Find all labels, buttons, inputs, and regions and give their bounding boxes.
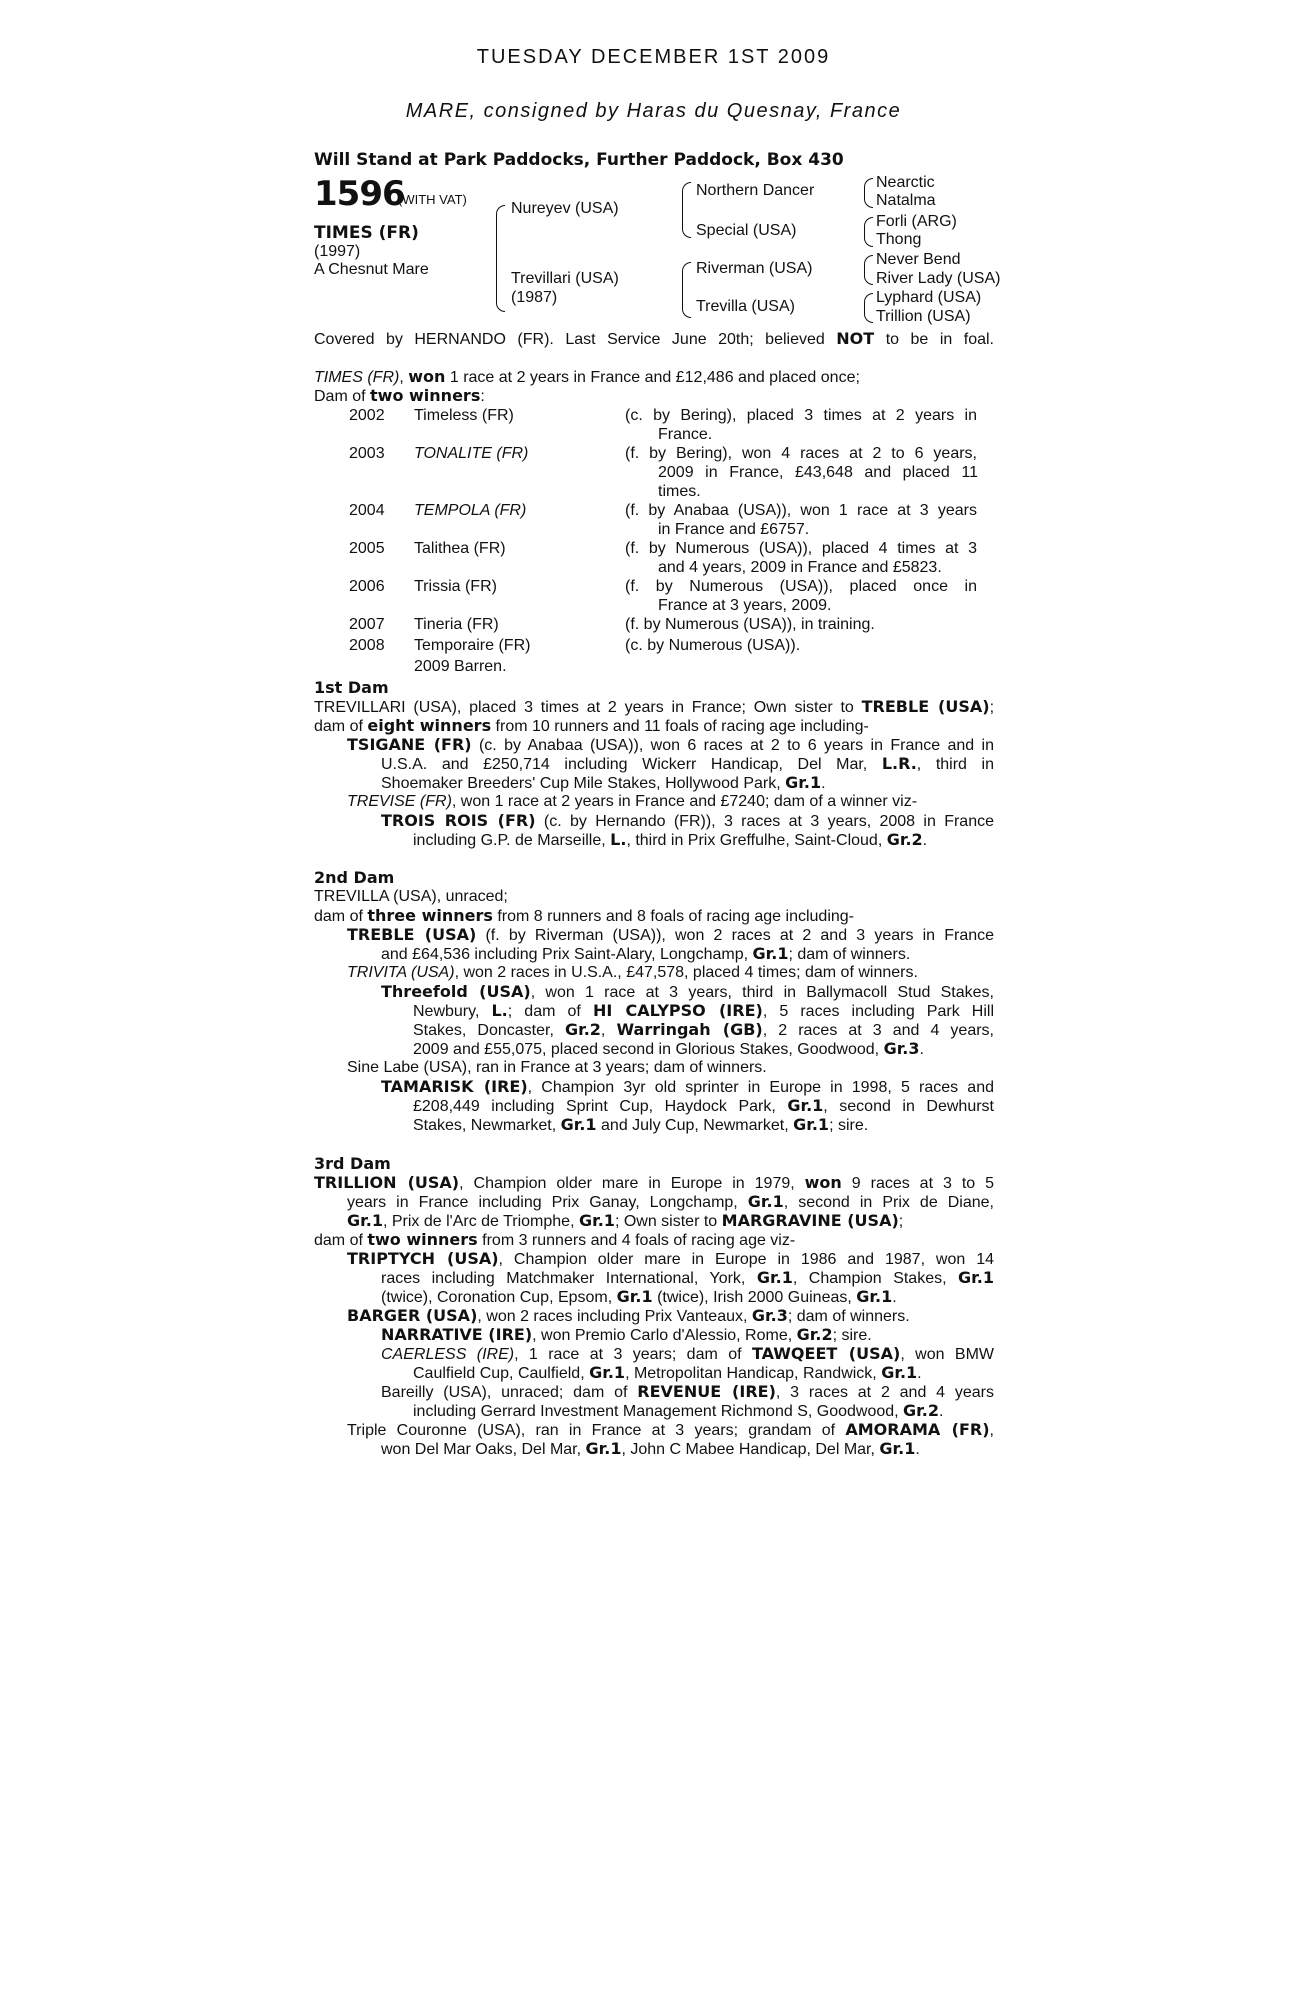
threefold-line-4: 2009 and £55,075, placed second in Glorious Stakes, Goodwood, Gr.3.	[413, 1039, 924, 1058]
trois-rois-line-2: including G.P. de Marseille, L., third in Prix Greffulhe, Saint-Cloud, Gr.2.	[413, 830, 928, 849]
produce-row-2009: 2009 Barren.	[414, 658, 507, 675]
trillion-line-3: Gr.1, Prix de l'Arc de Triomphe, Gr.1; Own sister to MARGRAVINE (USA);	[347, 1211, 904, 1230]
pedigree-brace-3d	[864, 293, 873, 323]
sire: Nureyev (USA)	[511, 200, 619, 217]
first-dam-line-2: dam of eight winners from 10 runners and 11 foals of racing age including-	[314, 716, 869, 735]
sd-dam: Thong	[876, 231, 922, 248]
pedigree-brace-2b	[682, 262, 691, 318]
ds-dam: River Lady (USA)	[876, 270, 1001, 287]
trillion-line-1: TRILLION (USA), Champion older mare in Europe in 1979, won 9 races at 3 to 5	[314, 1173, 994, 1192]
trois-rois-line-1: TROIS ROIS (FR) (c. by Hernando (FR)), 3 races at 3 years, 2008 in France	[381, 811, 995, 830]
tsigane-line-1: TSIGANE (FR) (c. by Anabaa (USA)), won 6 races at 2 to 6 years in France and in	[347, 735, 995, 754]
dd-sire: Lyphard (USA)	[876, 289, 982, 306]
horse-year: (1997)	[314, 243, 361, 260]
threefold-line-2: Newbury, L.; dam of HI CALYPSO (IRE), 5 races including Park Hill	[413, 1001, 995, 1020]
ss-dam: Natalma	[876, 192, 936, 209]
pedigree-brace-2a	[682, 182, 691, 238]
third-dam-of-line: dam of two winners from 3 runners and 4 foals of racing age viz-	[314, 1230, 796, 1249]
sire-sire: Northern Dancer	[696, 182, 815, 199]
pedigree-brace-3c	[864, 255, 873, 285]
threefold-line-3: Stakes, Doncaster, Gr.2, Warringah (GB), 2 races at 3 and 4 years,	[413, 1020, 994, 1039]
bareilly-line-1: Bareilly (USA), unraced; dam of REVENUE (IRE), 3 races at 2 and 4 years	[381, 1382, 994, 1401]
second-dam-heading: 2nd Dam	[314, 868, 395, 887]
triple-couronne-line-2: won Del Mar Oaks, Del Mar, Gr.1, John C Mabee Handicap, Del Mar, Gr.1.	[381, 1439, 920, 1458]
first-dam-heading: 1st Dam	[314, 678, 389, 697]
bareilly-line-2: including Gerrard Investment Management Richmond S, Goodwood, Gr.2.	[413, 1401, 944, 1420]
lot-number: 1596	[314, 174, 405, 214]
barger-line: BARGER (USA), won 2 races including Prix Vanteaux, Gr.3; dam of winners.	[347, 1306, 910, 1325]
dam-of-line: Dam of two winners:	[314, 386, 485, 405]
produce-row-2004: 2004 TEMPOLA (FR) (f. by Anabaa (USA)), won 1 race at 3 years in France and £6757.	[349, 502, 977, 538]
covered-line: Covered by HERNANDO (FR). Last Service June 20th; believed NOT to be in foal.	[314, 329, 994, 348]
triptych-line-1: TRIPTYCH (USA), Champion older mare in Europe in 1986 and 1987, won 14	[347, 1249, 994, 1268]
second-dam-line-1: TREVILLA (USA), unraced;	[314, 888, 508, 905]
produce-row-2005: 2005 Talithea (FR) (f. by Numerous (USA)), placed 4 times at 3 and 4 years, 2009 in France and £5823.	[349, 540, 977, 576]
caerless-line-2: Caulfield Cup, Caulfield, Gr.1, Metropolitan Handicap, Randwick, Gr.1.	[413, 1363, 922, 1382]
pedigree-brace-1	[496, 205, 505, 312]
horse-description: A Chesnut Mare	[314, 261, 429, 278]
tamarisk-line-3: Stakes, Newmarket, Gr.1 and July Cup, Newmarket, Gr.1; sire.	[413, 1115, 869, 1134]
caerless-line-1: CAERLESS (IRE), 1 race at 3 years; dam of TAWQEET (USA), won BMW	[381, 1344, 995, 1363]
triple-couronne-line-1: Triple Couronne (USA), ran in France at 3 years; grandam of AMORAMA (FR),	[347, 1420, 994, 1439]
produce-row-2007: 2007 Tineria (FR) (f. by Numerous (USA)), in training.	[349, 616, 875, 633]
dam: Trevillari (USA)	[511, 270, 619, 287]
sire-dam: Special (USA)	[696, 222, 797, 239]
produce-row-2008: 2008 Temporaire (FR) (c. by Numerous (USA)).	[349, 637, 801, 654]
triptych-line-2: races including Matchmaker International, York, Gr.1, Champion Stakes, Gr.1	[381, 1268, 994, 1287]
pedigree-brace-3b	[864, 217, 873, 247]
horse-name: TIMES (FR)	[314, 223, 419, 243]
second-dam-line-2: dam of three winners from 8 runners and 8 foals of racing age including-	[314, 906, 854, 925]
ds-sire: Never Bend	[876, 251, 961, 268]
stand-location: Will Stand at Park Paddocks, Further Paddock, Box 430	[314, 150, 844, 170]
dam-sire: Riverman (USA)	[696, 260, 813, 277]
trivita-line: TRIVITA (USA), won 2 races in U.S.A., £47,578, placed 4 times; dam of winners.	[347, 964, 918, 981]
third-dam-heading: 3rd Dam	[314, 1154, 391, 1173]
dam-year: (1987)	[511, 289, 558, 306]
produce-row-2003: 2003 TONALITE (FR) (f. by Bering), won 4 races at 2 to 6 years, 2009 in France, £43,648 and placed 11 times.	[349, 445, 978, 500]
dd-dam: Trillion (USA)	[876, 308, 971, 325]
vat-note: (WITH VAT)	[398, 192, 467, 207]
produce-row-2006: 2006 Trissia (FR) (f. by Numerous (USA)), placed once in France at 3 years, 2009.	[349, 578, 977, 614]
treble-line-1: TREBLE (USA) (f. by Riverman (USA)), won 2 races at 2 and 3 years in France	[347, 925, 995, 944]
tamarisk-line-2: £208,449 including Sprint Cup, Haydock Park, Gr.1, second in Dewhurst	[413, 1096, 994, 1115]
triptych-line-3: (twice), Coronation Cup, Epsom, Gr.1 (twice), Irish 2000 Guineas, Gr.1.	[381, 1287, 897, 1306]
ss-sire: Nearctic	[876, 174, 935, 191]
tamarisk-line-1: TAMARISK (IRE), Champion 3yr old sprinter in Europe in 1998, 5 races and	[381, 1077, 994, 1096]
tsigane-line-3: Shoemaker Breeders' Cup Mile Stakes, Hollywood Park, Gr.1.	[381, 773, 826, 792]
consignor-line: MARE, consigned by Haras du Quesnay, France	[405, 100, 902, 122]
dam-dam: Trevilla (USA)	[696, 298, 795, 315]
tsigane-line-2: U.S.A. and £250,714 including Wickerr Handicap, Del Mar, L.R., third in	[381, 754, 994, 773]
first-dam-line-1: TREVILLARI (USA), placed 3 times at 2 years in France; Own sister to TREBLE (USA);	[314, 697, 995, 716]
trillion-line-2: years in France including Prix Ganay, Longchamp, Gr.1, second in Prix de Diane,	[347, 1192, 995, 1211]
sd-sire: Forli (ARG)	[876, 213, 957, 230]
trevise-line: TREVISE (FR), won 1 race at 2 years in France and £7240; dam of a winner viz-	[347, 793, 918, 810]
sine-labe-line: Sine Labe (USA), ran in France at 3 years; dam of winners.	[347, 1059, 767, 1076]
produce-row-2002: 2002 Timeless (FR) (c. by Bering), placed 3 times at 2 years in France.	[349, 407, 977, 443]
treble-line-2: and £64,536 including Prix Saint-Alary, Longchamp, Gr.1; dam of winners.	[381, 944, 911, 963]
pedigree-brace-3a	[864, 178, 873, 208]
narrative-line: NARRATIVE (IRE), won Premio Carlo d'Alessio, Rome, Gr.2; sire.	[381, 1325, 872, 1344]
race-record: TIMES (FR), won 1 race at 2 years in France and £12,486 and placed once;	[314, 367, 860, 386]
sale-date: TUESDAY DECEMBER 1ST 2009	[476, 46, 831, 68]
threefold-line-1: Threefold (USA), won 1 race at 3 years, third in Ballymacoll Stud Stakes,	[381, 982, 994, 1001]
